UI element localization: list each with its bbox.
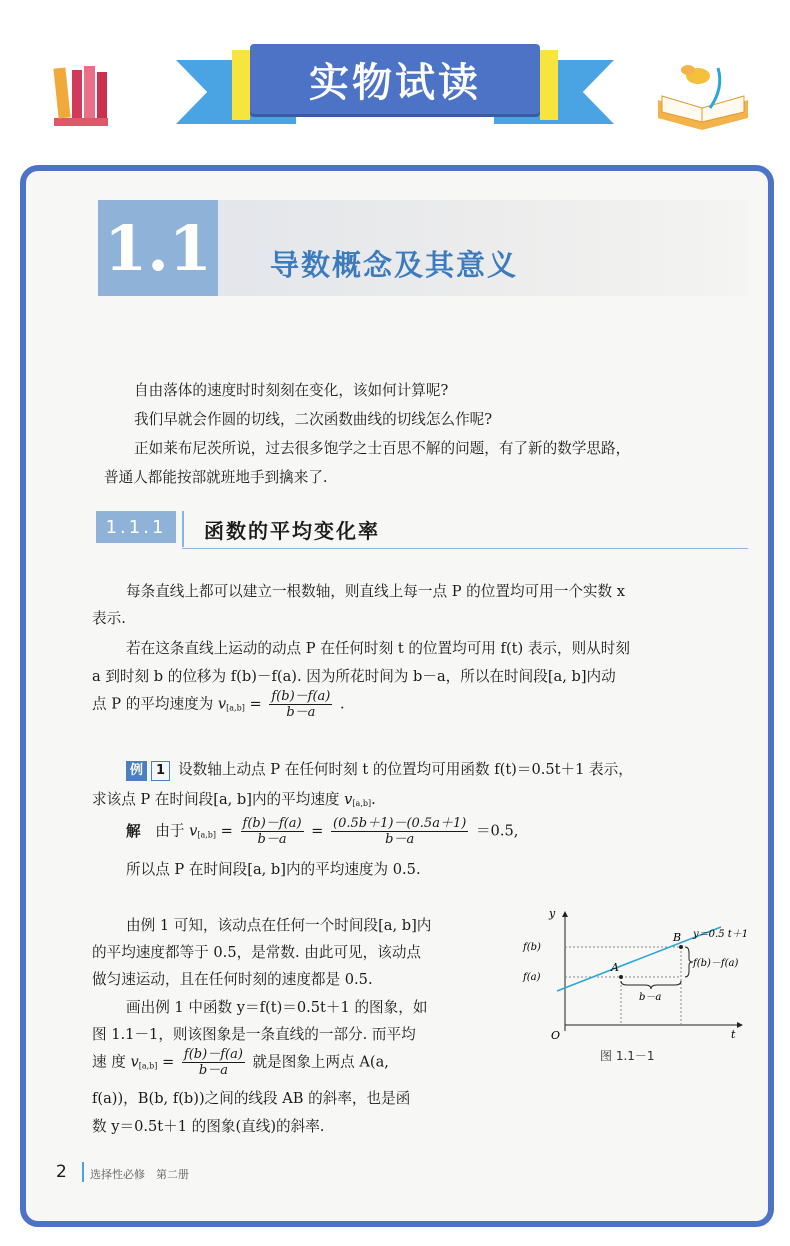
solution-prefix: 由于: [155, 822, 185, 840]
body2-line-1: 由例 1 可知，该动点在任何一个时间段[a, b]内: [126, 917, 432, 934]
velocity-subscript: [a,b]: [197, 830, 217, 840]
point-b: [679, 945, 683, 949]
fraction-numerator: f(b)－f(a): [183, 1047, 243, 1062]
fa-label: f(a): [523, 972, 541, 983]
header-ribbon: [250, 44, 540, 114]
dy-brace: [685, 947, 693, 977]
equals-sign: =: [311, 822, 324, 840]
formula-suffix: .: [339, 695, 345, 713]
page-number: 2: [56, 1162, 67, 1182]
fraction-numerator: f(b)－f(a): [242, 816, 302, 831]
subsection-divider: [182, 511, 184, 547]
speed-prefix: 速 度: [92, 1053, 126, 1071]
equals-sign: =: [249, 695, 262, 713]
fraction-denominator: b－a: [385, 832, 415, 847]
example-text-2-suffix: .: [371, 791, 376, 808]
example-line-1: [126, 755, 633, 784]
solution-fraction-2: [331, 816, 468, 847]
fraction-denominator: b－a: [286, 705, 316, 720]
velocity-symbol: v: [217, 695, 227, 713]
figure-graph: [521, 907, 749, 1047]
y-axis-label: y: [549, 907, 556, 920]
solution-label: 解: [126, 822, 141, 840]
intro-line-1: 自由落体的速度时时刻刻在变化，该如何计算呢?: [134, 382, 449, 399]
section-title: 导数概念及其意义: [270, 248, 519, 282]
example-text-1: 设数轴上动点 P 在任何时刻 t 的位置均可用函数 f(t)＝0.5t＋1 表示，: [178, 761, 633, 778]
fraction-denominator: b－a: [198, 1063, 228, 1078]
velocity-subscript: [a,b]: [352, 799, 372, 808]
x-axis-label: t: [731, 1028, 736, 1041]
intro-line-2: 我们早就会作圆的切线，二次函数曲线的切线怎么作呢?: [134, 411, 493, 428]
solution-fraction-1: [241, 816, 304, 847]
velocity-symbol: v: [344, 791, 353, 808]
page-frame: [20, 165, 774, 1227]
ribbon-yellow-left: [232, 50, 250, 120]
solution-line: [126, 816, 518, 850]
point-b-label: B: [673, 931, 682, 944]
point-a-label: A: [611, 961, 619, 974]
figure-caption: 图 1.1－1: [600, 1049, 655, 1063]
intro-line-4: 普通人都能按部就班地手到擒来了.: [104, 469, 328, 486]
example-line-2: [92, 785, 376, 818]
body2-line-4: 画出例 1 中函数 y＝f(t)＝0.5t＋1 的图象，如: [126, 999, 428, 1016]
speed-formula-line: [92, 1047, 389, 1081]
avg-speed-formula: [92, 689, 345, 723]
body2-line-2: 的平均速度都等于 0.5，是常数. 由此可见，该动点: [92, 944, 422, 961]
solution-result: ＝0.5,: [475, 822, 519, 840]
body2-line-3: 做匀速运动，且在任何时刻的速度都是 0.5.: [92, 971, 373, 988]
fb-label: f(b): [523, 942, 541, 953]
body1-line-2: 表示.: [92, 610, 126, 627]
footer-divider: [82, 1162, 84, 1182]
example-badge: 例: [126, 761, 147, 781]
y-axis-arrow: [562, 911, 568, 917]
subsection-underline: [182, 548, 748, 549]
section-number: 1.1: [98, 200, 218, 296]
speed-suffix: 就是图象上两点 A(a,: [252, 1053, 389, 1071]
fraction-numerator: f(b)－f(a): [271, 689, 331, 704]
velocity-symbol: v: [189, 822, 198, 840]
example-conclusion: 所以点 P 在时间段[a, b]内的平均速度为 0.5.: [126, 861, 421, 878]
body2-tail-2: 数 y＝0.5t＋1 的图象(直线)的斜率.: [92, 1118, 325, 1135]
velocity-subscript: [a,b]: [138, 1061, 158, 1071]
x-axis-arrow: [737, 1022, 743, 1028]
dx-brace: [621, 981, 681, 989]
body1-line-3: 若在这条直线上运动的动点 P 在任何时刻 t 的位置均可用 f(t) 表示，则从时刻: [126, 640, 630, 657]
open-book-icon: [654, 60, 752, 132]
fraction-numerator: (0.5b＋1)－(0.5a＋1): [333, 816, 467, 831]
intro-line-3: 正如莱布尼茨所说，过去很多饱学之士百思不解的问题，有了新的数学思路，: [134, 440, 631, 457]
header-title: 实物试读: [309, 59, 481, 106]
velocity-symbol: v: [130, 1053, 139, 1071]
fraction-denominator: b－a: [257, 832, 287, 847]
body1-line-1: 每条直线上都可以建立一根数轴，则直线上每一点 P 的位置均可用一个实数 x: [126, 583, 625, 600]
book-name: 选择性必修 第二册: [90, 1168, 189, 1181]
ribbon-yellow-right: [540, 50, 558, 120]
velocity-subscript: [a,b]: [226, 703, 245, 713]
equals-sign: =: [162, 1053, 175, 1071]
body2-tail-1: f(a))，B(b, f(b))之间的线段 AB 的斜率，也是函: [92, 1090, 411, 1107]
line-label: y＝0.5 t＋1: [693, 929, 749, 940]
point-a: [619, 975, 623, 979]
subsection-number: 1.1.1: [96, 511, 176, 543]
equals-sign: =: [220, 822, 233, 840]
fraction: [269, 689, 332, 720]
body2-line-5: 图 1.1－1，则该图象是一条直线的一部分. 而平均: [92, 1026, 416, 1043]
dx-label: b－a: [639, 992, 662, 1003]
body1-line-4: a 到时刻 b 的位移为 f(b)－f(a). 因为所花时间为 b－a，所以在时间段[a, b]内动: [92, 668, 616, 685]
books-icon: [50, 56, 112, 128]
example-text-2: 求该点 P 在时间段[a, b]内的平均速度: [92, 791, 340, 808]
formula-prefix: 点 P 的平均速度为: [92, 695, 214, 713]
example-number: 1: [151, 761, 170, 781]
dy-label: f(b)－f(a): [693, 958, 739, 969]
subsection-title: 函数的平均变化率: [204, 519, 380, 543]
origin-label: O: [551, 1029, 561, 1042]
fraction: [182, 1047, 245, 1078]
